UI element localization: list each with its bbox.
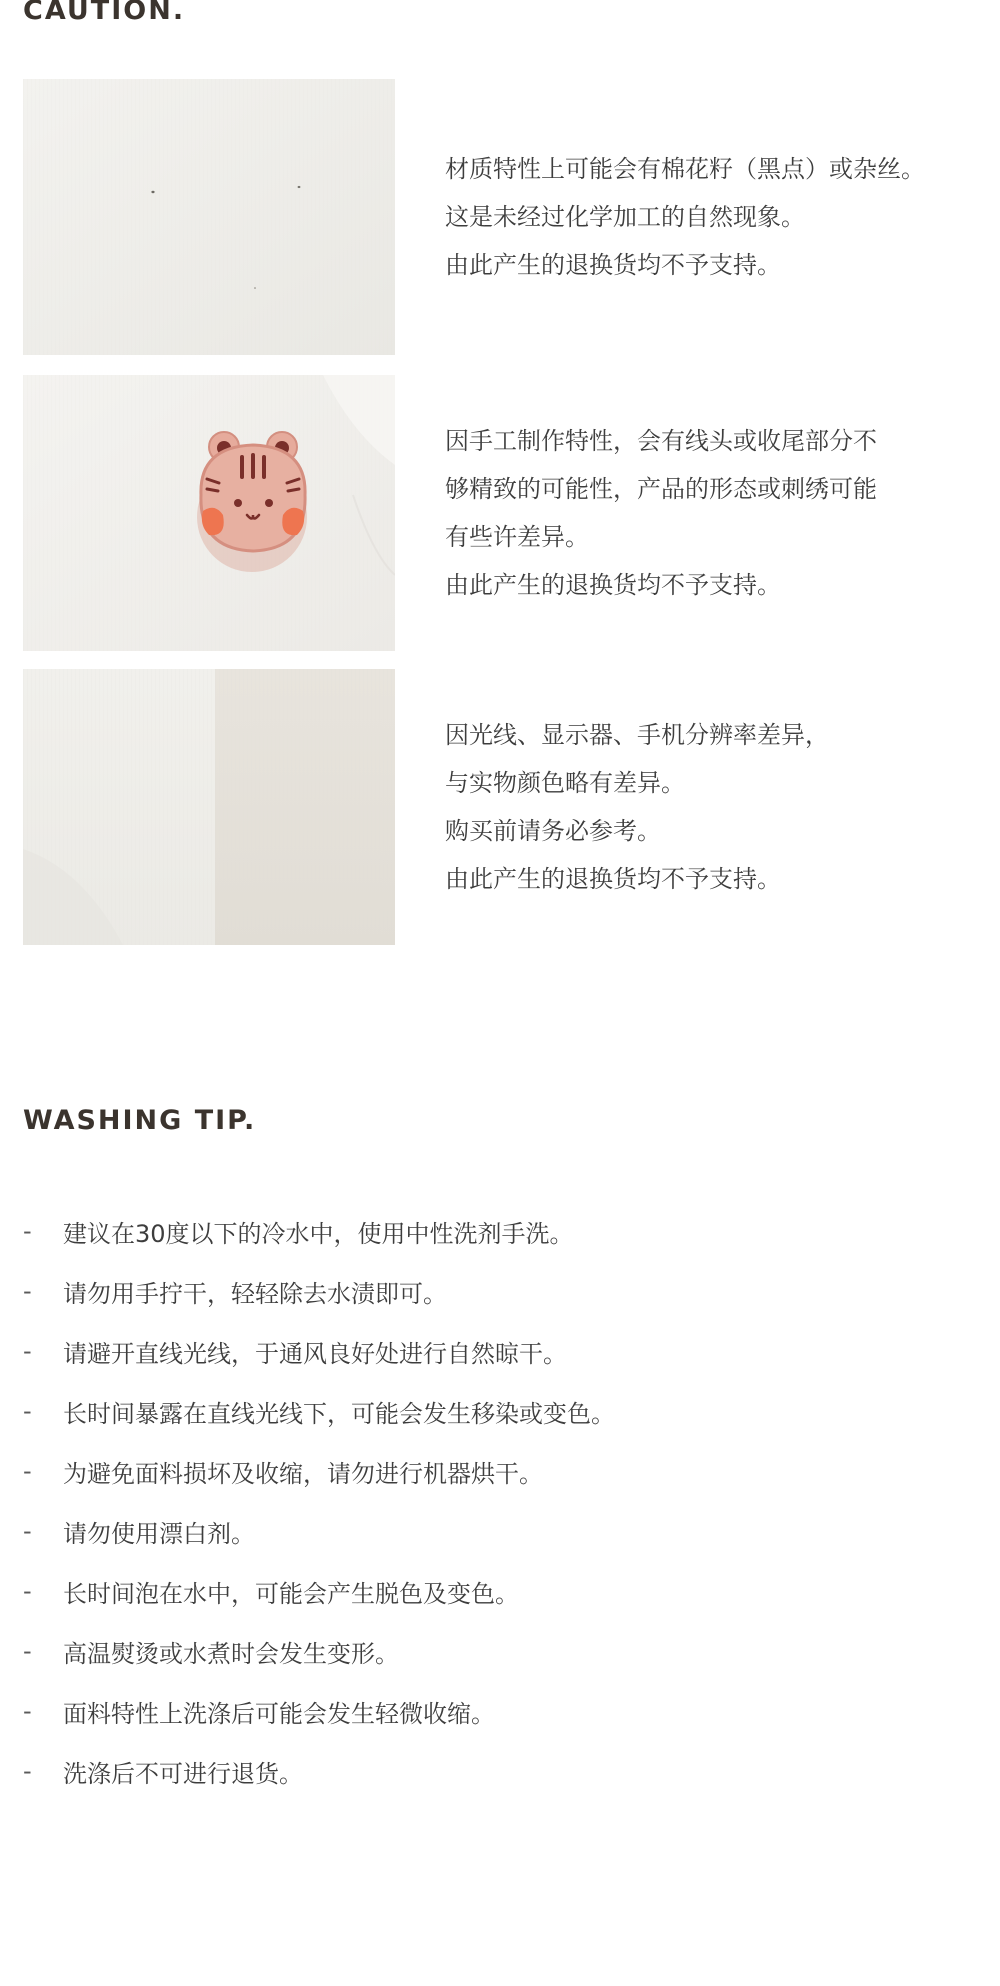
dash-bullet: - xyxy=(23,1637,32,1665)
tip-text: 高温熨烫或水煮时会发生变形。 xyxy=(63,1639,399,1668)
caution-line: 与实物颜色略有差异。 xyxy=(445,769,685,797)
caution-text-2 xyxy=(445,375,965,651)
list-item xyxy=(23,1741,963,1801)
caution-text-3 xyxy=(445,669,965,945)
caution-line: 因手工制作特性，会有线头或收尾部分不 xyxy=(445,427,877,455)
embroidered-tiger-patch-photo xyxy=(23,375,395,651)
washing-tip-heading: WASHING TIP. xyxy=(23,1105,257,1136)
caution-line: 由此产生的退换货均不予支持。 xyxy=(445,571,781,599)
dash-bullet: - xyxy=(23,1697,32,1725)
washing-tips-list xyxy=(23,1201,963,1801)
tip-text: 请勿用手拧干，轻轻除去水渍即可。 xyxy=(63,1279,447,1308)
list-item xyxy=(23,1621,963,1681)
caution-line: 由此产生的退换货均不予支持。 xyxy=(445,865,781,893)
dash-bullet: - xyxy=(23,1517,32,1545)
caution-line: 够精致的可能性，产品的形态或刺绣可能 xyxy=(445,475,877,503)
tip-text: 洗涤后不可进行退货。 xyxy=(63,1759,303,1788)
list-item xyxy=(23,1381,963,1441)
cotton-fabric-photo xyxy=(23,79,395,355)
dash-bullet: - xyxy=(23,1397,32,1425)
list-item xyxy=(23,1201,963,1261)
dash-bullet: - xyxy=(23,1277,32,1305)
caution-block-color-difference xyxy=(23,669,963,945)
dash-bullet: - xyxy=(23,1337,32,1365)
list-item xyxy=(23,1321,963,1381)
caution-heading: CAUTION. xyxy=(23,0,186,26)
caution-line: 由此产生的退换货均不予支持。 xyxy=(445,251,781,279)
caution-text-1 xyxy=(445,79,965,355)
tiger-patch-icon xyxy=(197,432,307,572)
caution-line: 材质特性上可能会有棉花籽（黑点）或杂丝。 xyxy=(445,155,925,183)
tip-text: 请勿使用漂白剂。 xyxy=(63,1519,255,1548)
tip-text: 长时间泡在水中，可能会产生脱色及变色。 xyxy=(63,1579,519,1608)
caution-block-handmade xyxy=(23,375,963,651)
dash-bullet: - xyxy=(23,1757,32,1785)
fabric-color-comparison-photo xyxy=(23,669,395,945)
caution-line: 因光线、显示器、手机分辨率差异， xyxy=(445,721,829,749)
caution-block-cotton-specks xyxy=(23,79,963,355)
list-item xyxy=(23,1561,963,1621)
dash-bullet: - xyxy=(23,1217,32,1245)
tip-text: 请避开直线光线，于通风良好处进行自然晾干。 xyxy=(63,1339,567,1368)
tip-text: 为避免面料损坏及收缩，请勿进行机器烘干。 xyxy=(63,1459,543,1488)
dash-bullet: - xyxy=(23,1577,32,1605)
list-item xyxy=(23,1261,963,1321)
caution-line: 有些许差异。 xyxy=(445,523,589,551)
tip-text: 建议在30度以下的冷水中，使用中性洗剂手洗。 xyxy=(63,1219,574,1248)
tip-text: 面料特性上洗涤后可能会发生轻微收缩。 xyxy=(63,1699,495,1728)
list-item xyxy=(23,1441,963,1501)
list-item xyxy=(23,1501,963,1561)
caution-line: 这是未经过化学加工的自然现象。 xyxy=(445,203,805,231)
list-item xyxy=(23,1681,963,1741)
caution-line: 购买前请务必参考。 xyxy=(445,817,661,845)
dash-bullet: - xyxy=(23,1457,32,1485)
tip-text: 长时间暴露在直线光线下，可能会发生移染或变色。 xyxy=(63,1399,615,1428)
